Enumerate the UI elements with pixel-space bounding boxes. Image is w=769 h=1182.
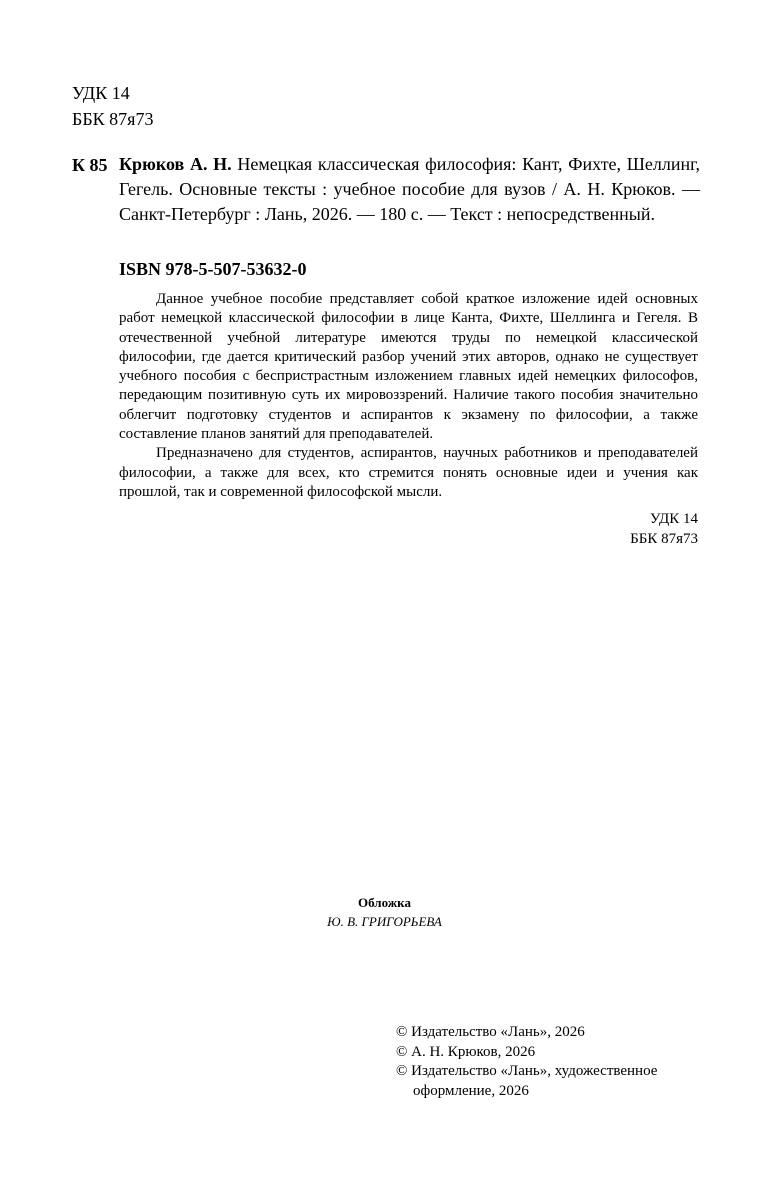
udk-block-right [119, 510, 698, 549]
author-name: Крюков А. Н. [119, 154, 232, 174]
udk-block [72, 80, 153, 132]
annotation-paragraph-1: Данное учебное пособие представляет собой краткое изложение идей основных работ немецкой классической философии в лице Канта, Фихте, Шеллинга и Гегеля. В отечественной учебной литературе имеются труды по немецкой классической философии, где дается критический разбор учений этих авторов, однако не существует учебного пособия с беспристрастным изложением главных идей немецких философов, передающим позитивную суть их мировоззрений. Наличие такого пособия значительно облегчит подготовку студентов и аспирантов к экзамену по философии, а также составление планов занятий для преподавателей. [119, 291, 698, 443]
cover-credits [0, 893, 769, 931]
copyright-line: © А. Н. Крюков, 2026 [396, 1043, 536, 1060]
copyright-line: © Издательство «Лань», художественное оформление, 2026 [396, 1063, 658, 1099]
annotation-paragraph-2: Предназначено для студентов, аспирантов, научных работников и преподавателей философии, а также для всех, кто стремится понять основные идеи и учения как прошлой, так и современной философской мысли. [119, 445, 698, 500]
bibliographic-description [119, 152, 700, 227]
author-mark: К 85 [72, 155, 108, 175]
cover-label: Обложка [358, 895, 411, 910]
bbk-code: ББК 87я73 [72, 109, 154, 129]
copyright-block [396, 1023, 706, 1101]
cover-designer: Ю. В. ГРИГОРЬЕВА [327, 914, 442, 929]
copyright-line: © Издательство «Лань», 2026 [396, 1024, 585, 1040]
book-description: Немецкая классическая философия: Кант, Фихте, Шеллинг, Гегель. Основные тексты : учебное пособие для вузов / А. Н. Крюков. — Санкт-Петербург : Лань, 2026. — 180 с. — Текст : непосредственный. [119, 154, 700, 224]
isbn: ISBN 978-5-507-53632-0 [119, 259, 307, 279]
annotation [119, 290, 698, 549]
bbk-code-right: ББК 87я73 [630, 530, 698, 547]
udk-code-right: УДК 14 [649, 511, 698, 528]
catalog-entry [72, 152, 700, 227]
udk-code: УДК 14 [72, 83, 130, 103]
